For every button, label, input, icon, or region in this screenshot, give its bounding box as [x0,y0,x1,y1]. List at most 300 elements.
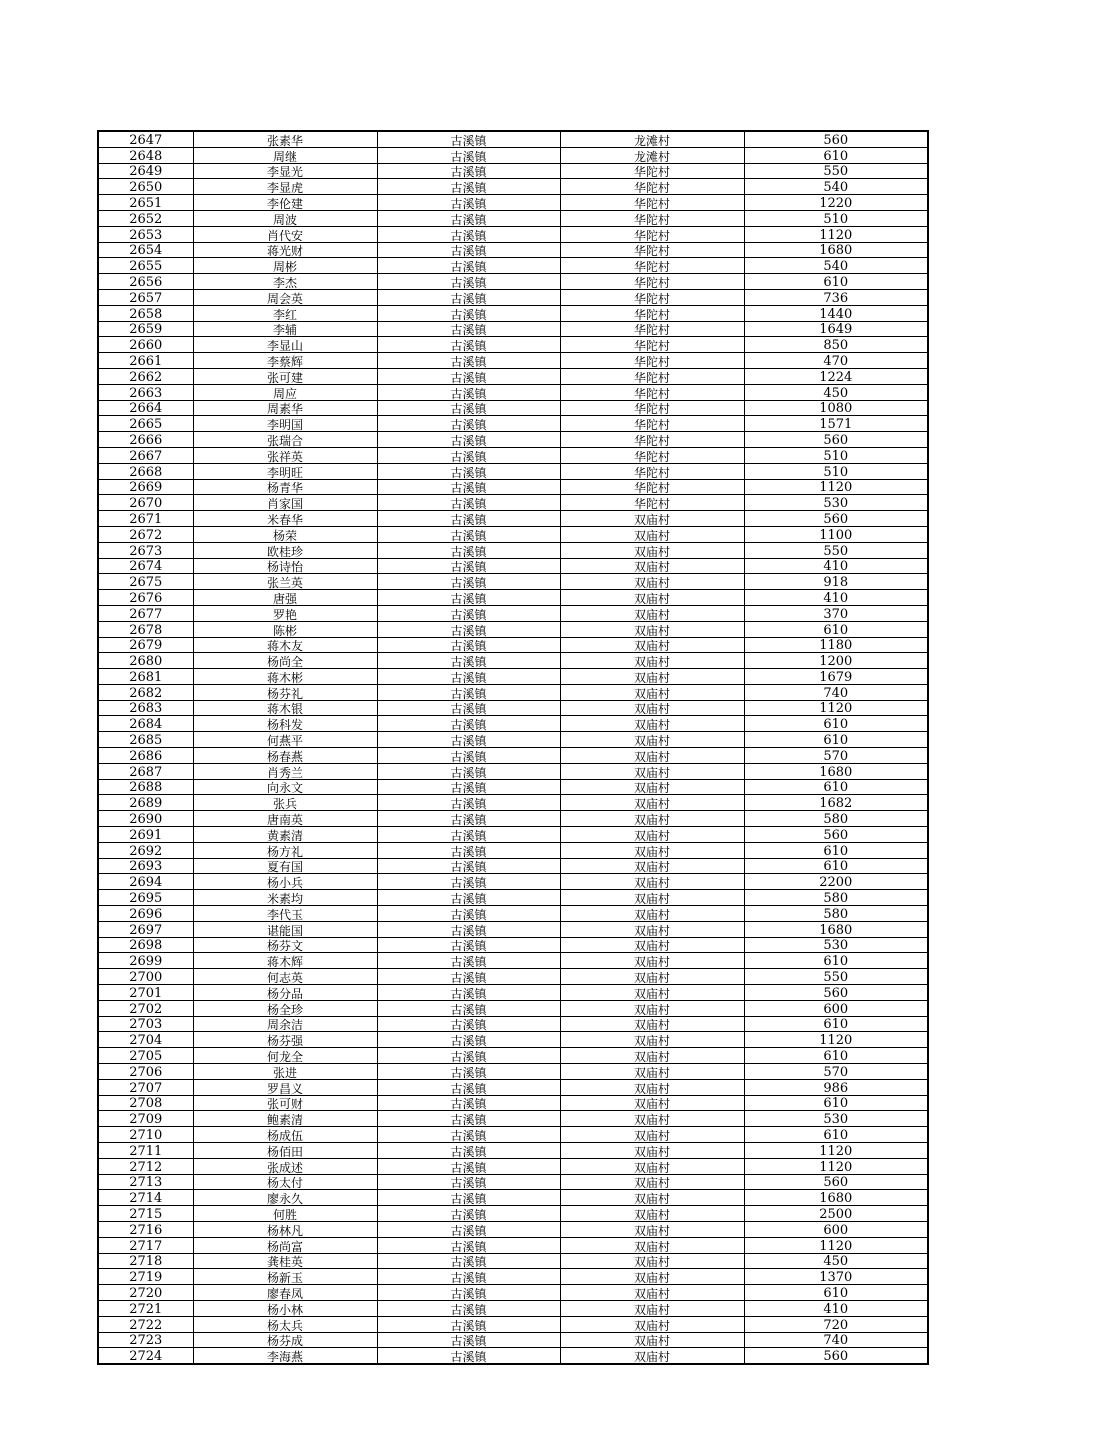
amount-cell: 410 [744,1300,928,1316]
person-name-cell: 米春华 [193,511,377,527]
town-name-cell: 古溪镇 [377,969,560,985]
person-name-cell: 周应 [193,384,377,400]
village-name-cell: 华陀村 [560,305,744,321]
person-name-cell: 唐强 [193,590,377,606]
data-table [97,130,929,1365]
amount-cell: 610 [744,1095,928,1111]
table-row [98,131,928,147]
village-name-cell: 双庙村 [560,874,744,890]
table-row [98,921,928,937]
amount-cell: 2200 [744,874,928,890]
village-name-cell: 双庙村 [560,1158,744,1174]
town-name-cell: 古溪镇 [377,447,560,463]
table-row [98,1237,928,1253]
table-row [98,684,928,700]
person-name-cell: 杨芬成 [193,1332,377,1348]
amount-cell: 470 [744,353,928,369]
amount-cell: 1680 [744,242,928,258]
person-name-cell: 李显山 [193,337,377,353]
record-number-cell: 2706 [98,1064,193,1080]
town-name-cell: 古溪镇 [377,858,560,874]
village-name-cell: 华陀村 [560,368,744,384]
town-name-cell: 古溪镇 [377,1221,560,1237]
record-number-cell: 2695 [98,890,193,906]
town-name-cell: 古溪镇 [377,289,560,305]
town-name-cell: 古溪镇 [377,953,560,969]
village-name-cell: 华陀村 [560,432,744,448]
record-number-cell: 2675 [98,574,193,590]
person-name-cell: 周会英 [193,289,377,305]
village-name-cell: 华陀村 [560,495,744,511]
table-row [98,368,928,384]
record-number-cell: 2687 [98,763,193,779]
amount-cell: 410 [744,558,928,574]
village-name-cell: 双庙村 [560,1174,744,1190]
table-row [98,1190,928,1206]
village-name-cell: 双庙村 [560,716,744,732]
table-row [98,511,928,527]
town-name-cell: 古溪镇 [377,511,560,527]
record-number-cell: 2648 [98,147,193,163]
village-name-cell: 双庙村 [560,795,744,811]
amount-cell: 580 [744,906,928,922]
record-number-cell: 2652 [98,210,193,226]
village-name-cell: 双庙村 [560,1048,744,1064]
village-name-cell: 华陀村 [560,416,744,432]
person-name-cell: 李杰 [193,274,377,290]
table-row [98,969,928,985]
table-body [98,131,928,1364]
table-row [98,1048,928,1064]
village-name-cell: 双庙村 [560,906,744,922]
table-row [98,226,928,242]
amount-cell: 850 [744,337,928,353]
record-number-cell: 2665 [98,416,193,432]
amount-cell: 550 [744,542,928,558]
table-row [98,1348,928,1364]
record-number-cell: 2697 [98,921,193,937]
record-number-cell: 2709 [98,1111,193,1127]
person-name-cell: 杨方礼 [193,842,377,858]
amount-cell: 560 [744,1348,928,1364]
person-name-cell: 米素均 [193,890,377,906]
record-number-cell: 2674 [98,558,193,574]
record-number-cell: 2688 [98,779,193,795]
amount-cell: 1679 [744,669,928,685]
village-name-cell: 双庙村 [560,842,744,858]
person-name-cell: 李显虎 [193,179,377,195]
person-name-cell: 李显光 [193,163,377,179]
record-number-cell: 2702 [98,1000,193,1016]
town-name-cell: 古溪镇 [377,368,560,384]
table-row [98,1111,928,1127]
amount-cell: 1200 [744,653,928,669]
amount-cell: 610 [744,953,928,969]
amount-cell: 986 [744,1079,928,1095]
table-row [98,637,928,653]
record-number-cell: 2723 [98,1332,193,1348]
person-name-cell: 李辅 [193,321,377,337]
person-name-cell: 龚桂英 [193,1253,377,1269]
village-name-cell: 双庙村 [560,1032,744,1048]
amount-cell: 736 [744,289,928,305]
person-name-cell: 陈彬 [193,621,377,637]
town-name-cell: 古溪镇 [377,1016,560,1032]
person-name-cell: 夏有国 [193,858,377,874]
record-number-cell: 2694 [98,874,193,890]
village-name-cell: 双庙村 [560,1253,744,1269]
record-number-cell: 2686 [98,748,193,764]
town-name-cell: 古溪镇 [377,574,560,590]
record-number-cell: 2655 [98,258,193,274]
record-number-cell: 2647 [98,131,193,147]
village-name-cell: 双庙村 [560,653,744,669]
table-row [98,179,928,195]
record-number-cell: 2720 [98,1285,193,1301]
town-name-cell: 古溪镇 [377,921,560,937]
table-row [98,700,928,716]
amount-cell: 410 [744,590,928,606]
village-name-cell: 双庙村 [560,779,744,795]
person-name-cell: 欧桂珍 [193,542,377,558]
village-name-cell: 华陀村 [560,226,744,242]
amount-cell: 530 [744,937,928,953]
town-name-cell: 古溪镇 [377,906,560,922]
table-row [98,985,928,1001]
village-name-cell: 双庙村 [560,621,744,637]
person-name-cell: 张可建 [193,368,377,384]
village-name-cell: 华陀村 [560,210,744,226]
record-number-cell: 2724 [98,1348,193,1364]
person-name-cell: 何志英 [193,969,377,985]
table-row [98,874,928,890]
amount-cell: 530 [744,495,928,511]
record-number-cell: 2661 [98,353,193,369]
village-name-cell: 双庙村 [560,1348,744,1364]
village-name-cell: 华陀村 [560,384,744,400]
amount-cell: 510 [744,447,928,463]
table-row [98,890,928,906]
village-name-cell: 双庙村 [560,937,744,953]
table-row [98,906,928,922]
amount-cell: 1440 [744,305,928,321]
table-row [98,210,928,226]
town-name-cell: 古溪镇 [377,479,560,495]
person-name-cell: 杨太付 [193,1174,377,1190]
table-row [98,526,928,542]
amount-cell: 1120 [744,226,928,242]
amount-cell: 610 [744,147,928,163]
person-name-cell: 张进 [193,1064,377,1080]
village-name-cell: 华陀村 [560,274,744,290]
table-row [98,1221,928,1237]
town-name-cell: 古溪镇 [377,163,560,179]
table-row [98,605,928,621]
village-name-cell: 华陀村 [560,353,744,369]
person-name-cell: 唐南英 [193,811,377,827]
record-number-cell: 2722 [98,1316,193,1332]
village-name-cell: 华陀村 [560,163,744,179]
person-name-cell: 张兵 [193,795,377,811]
record-number-cell: 2654 [98,242,193,258]
town-name-cell: 古溪镇 [377,226,560,242]
record-number-cell: 2669 [98,479,193,495]
village-name-cell: 双庙村 [560,1190,744,1206]
person-name-cell: 杨青华 [193,479,377,495]
amount-cell: 540 [744,258,928,274]
amount-cell: 1571 [744,416,928,432]
person-name-cell: 杨春燕 [193,748,377,764]
amount-cell: 1120 [744,1143,928,1159]
amount-cell: 580 [744,811,928,827]
town-name-cell: 古溪镇 [377,590,560,606]
table-row [98,1143,928,1159]
town-name-cell: 古溪镇 [377,542,560,558]
record-number-cell: 2650 [98,179,193,195]
village-name-cell: 双庙村 [560,921,744,937]
record-number-cell: 2711 [98,1143,193,1159]
town-name-cell: 古溪镇 [377,274,560,290]
village-name-cell: 双庙村 [560,1206,744,1222]
person-name-cell: 向永文 [193,779,377,795]
amount-cell: 740 [744,1332,928,1348]
table-row [98,1000,928,1016]
village-name-cell: 双庙村 [560,700,744,716]
amount-cell: 570 [744,1064,928,1080]
person-name-cell: 蒋光财 [193,242,377,258]
amount-cell: 570 [744,748,928,764]
amount-cell: 1680 [744,1190,928,1206]
table-row [98,163,928,179]
village-name-cell: 华陀村 [560,242,744,258]
record-number-cell: 2678 [98,621,193,637]
town-name-cell: 古溪镇 [377,463,560,479]
town-name-cell: 古溪镇 [377,1316,560,1332]
record-number-cell: 2690 [98,811,193,827]
village-name-cell: 双庙村 [560,1127,744,1143]
town-name-cell: 古溪镇 [377,242,560,258]
amount-cell: 610 [744,1016,928,1032]
record-number-cell: 2672 [98,526,193,542]
record-number-cell: 2698 [98,937,193,953]
record-number-cell: 2683 [98,700,193,716]
person-name-cell: 李伦建 [193,195,377,211]
village-name-cell: 双庙村 [560,1000,744,1016]
amount-cell: 610 [744,842,928,858]
person-name-cell: 蒋木银 [193,700,377,716]
village-name-cell: 华陀村 [560,321,744,337]
person-name-cell: 杨芬文 [193,937,377,953]
table-row [98,463,928,479]
town-name-cell: 古溪镇 [377,1095,560,1111]
amount-cell: 560 [744,131,928,147]
amount-cell: 1682 [744,795,928,811]
amount-cell: 550 [744,969,928,985]
village-name-cell: 双庙村 [560,1111,744,1127]
town-name-cell: 古溪镇 [377,1000,560,1016]
person-name-cell: 张成述 [193,1158,377,1174]
amount-cell: 1080 [744,400,928,416]
person-name-cell: 张祥英 [193,447,377,463]
table-row [98,779,928,795]
record-number-cell: 2670 [98,495,193,511]
amount-cell: 1100 [744,526,928,542]
amount-cell: 540 [744,179,928,195]
person-name-cell: 杨成伍 [193,1127,377,1143]
record-number-cell: 2663 [98,384,193,400]
town-name-cell: 古溪镇 [377,131,560,147]
amount-cell: 610 [744,1285,928,1301]
table-row [98,400,928,416]
amount-cell: 610 [744,732,928,748]
table-row [98,479,928,495]
village-name-cell: 双庙村 [560,953,744,969]
town-name-cell: 古溪镇 [377,842,560,858]
record-number-cell: 2685 [98,732,193,748]
amount-cell: 1224 [744,368,928,384]
amount-cell: 560 [744,985,928,1001]
record-number-cell: 2656 [98,274,193,290]
town-name-cell: 古溪镇 [377,1079,560,1095]
record-number-cell: 2719 [98,1269,193,1285]
record-number-cell: 2659 [98,321,193,337]
person-name-cell: 张兰英 [193,574,377,590]
town-name-cell: 古溪镇 [377,179,560,195]
town-name-cell: 古溪镇 [377,526,560,542]
amount-cell: 2500 [744,1206,928,1222]
record-number-cell: 2658 [98,305,193,321]
village-name-cell: 双庙村 [560,590,744,606]
person-name-cell: 李蔡辉 [193,353,377,369]
village-name-cell: 双庙村 [560,605,744,621]
town-name-cell: 古溪镇 [377,432,560,448]
table-row [98,495,928,511]
table-row [98,195,928,211]
village-name-cell: 双庙村 [560,890,744,906]
record-number-cell: 2676 [98,590,193,606]
town-name-cell: 古溪镇 [377,1269,560,1285]
village-name-cell: 双庙村 [560,1221,744,1237]
town-name-cell: 古溪镇 [377,1143,560,1159]
amount-cell: 560 [744,827,928,843]
record-number-cell: 2677 [98,605,193,621]
table-row [98,1285,928,1301]
village-name-cell: 华陀村 [560,179,744,195]
person-name-cell: 周素华 [193,400,377,416]
person-name-cell: 肖家国 [193,495,377,511]
village-name-cell: 双庙村 [560,526,744,542]
record-number-cell: 2691 [98,827,193,843]
record-number-cell: 2653 [98,226,193,242]
person-name-cell: 杨荣 [193,526,377,542]
village-name-cell: 华陀村 [560,289,744,305]
table-row [98,858,928,874]
person-name-cell: 廖春凤 [193,1285,377,1301]
record-number-cell: 2660 [98,337,193,353]
person-name-cell: 杨芬强 [193,1032,377,1048]
amount-cell: 530 [744,1111,928,1127]
amount-cell: 510 [744,463,928,479]
town-name-cell: 古溪镇 [377,353,560,369]
table-row [98,384,928,400]
record-number-cell: 2679 [98,637,193,653]
table-row [98,653,928,669]
table-row [98,795,928,811]
person-name-cell: 周继 [193,147,377,163]
record-number-cell: 2671 [98,511,193,527]
table-row [98,842,928,858]
village-name-cell: 双庙村 [560,1095,744,1111]
table-row [98,1095,928,1111]
village-name-cell: 龙滩村 [560,147,744,163]
amount-cell: 450 [744,1253,928,1269]
town-name-cell: 古溪镇 [377,337,560,353]
table-row [98,353,928,369]
village-name-cell: 华陀村 [560,479,744,495]
table-row [98,937,928,953]
town-name-cell: 古溪镇 [377,684,560,700]
village-name-cell: 双庙村 [560,827,744,843]
person-name-cell: 李海燕 [193,1348,377,1364]
table-row [98,1300,928,1316]
table-row [98,1316,928,1332]
village-name-cell: 双庙村 [560,748,744,764]
table-row [98,337,928,353]
amount-cell: 600 [744,1221,928,1237]
village-name-cell: 双庙村 [560,669,744,685]
town-name-cell: 古溪镇 [377,1332,560,1348]
town-name-cell: 古溪镇 [377,653,560,669]
town-name-cell: 古溪镇 [377,1285,560,1301]
person-name-cell: 周余洁 [193,1016,377,1032]
amount-cell: 1120 [744,700,928,716]
person-name-cell: 杨小林 [193,1300,377,1316]
amount-cell: 1120 [744,479,928,495]
amount-cell: 1649 [744,321,928,337]
record-number-cell: 2681 [98,669,193,685]
person-name-cell: 李明国 [193,416,377,432]
village-name-cell: 双庙村 [560,1064,744,1080]
town-name-cell: 古溪镇 [377,1111,560,1127]
amount-cell: 1180 [744,637,928,653]
table-row [98,748,928,764]
person-name-cell: 何龙全 [193,1048,377,1064]
person-name-cell: 蒋木彬 [193,669,377,685]
town-name-cell: 古溪镇 [377,210,560,226]
village-name-cell: 双庙村 [560,1237,744,1253]
town-name-cell: 古溪镇 [377,1048,560,1064]
person-name-cell: 杨小兵 [193,874,377,890]
record-number-cell: 2693 [98,858,193,874]
amount-cell: 918 [744,574,928,590]
record-number-cell: 2714 [98,1190,193,1206]
record-number-cell: 2708 [98,1095,193,1111]
town-name-cell: 古溪镇 [377,147,560,163]
town-name-cell: 古溪镇 [377,195,560,211]
town-name-cell: 古溪镇 [377,1237,560,1253]
table-row [98,416,928,432]
village-name-cell: 华陀村 [560,337,744,353]
village-name-cell: 华陀村 [560,400,744,416]
village-name-cell: 双庙村 [560,763,744,779]
person-name-cell: 黄素清 [193,827,377,843]
town-name-cell: 古溪镇 [377,637,560,653]
town-name-cell: 古溪镇 [377,890,560,906]
town-name-cell: 古溪镇 [377,495,560,511]
record-number-cell: 2703 [98,1016,193,1032]
table-row [98,258,928,274]
table-row [98,558,928,574]
